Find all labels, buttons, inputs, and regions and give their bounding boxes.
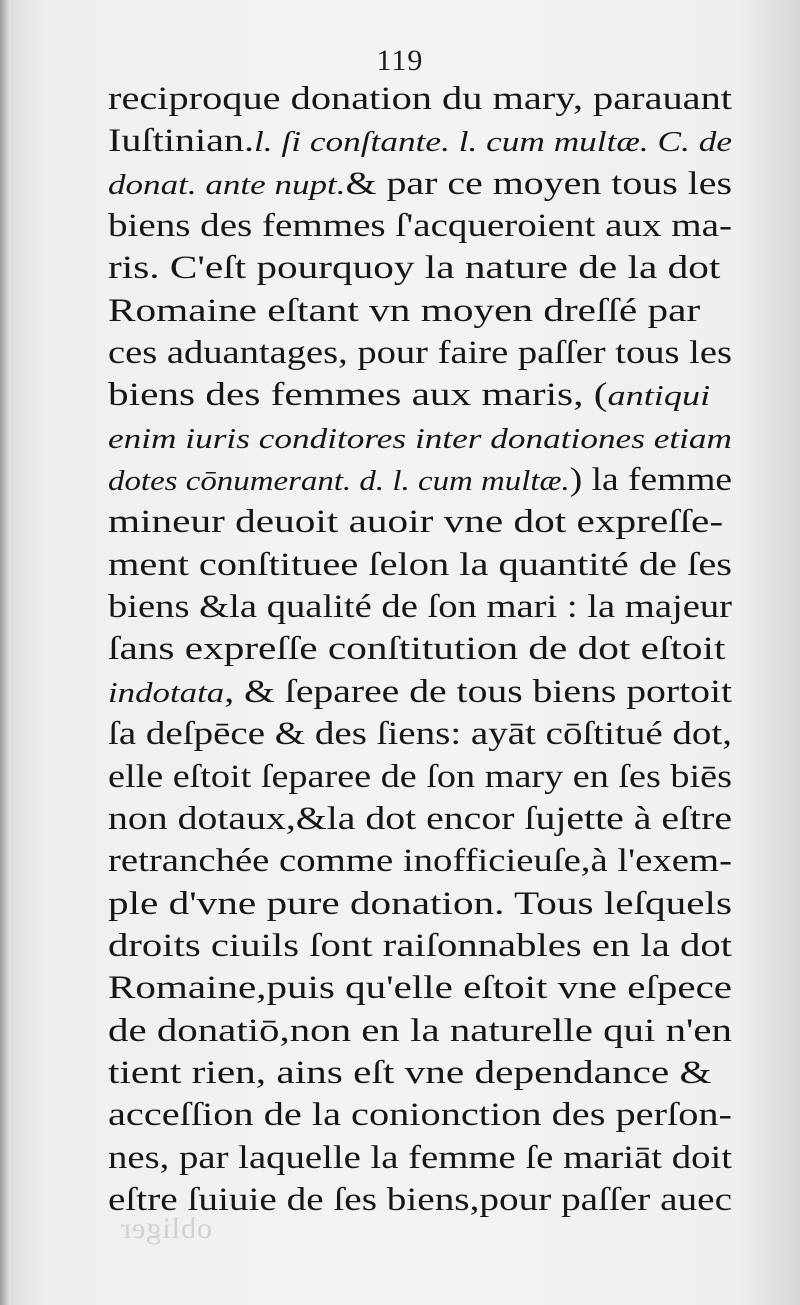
text-line-content	[108, 78, 732, 120]
text-line-content	[108, 840, 732, 882]
text-line	[108, 247, 732, 289]
text-line	[108, 967, 732, 1009]
text-run: ) la femme	[569, 462, 732, 499]
italic-citation: l. ſi conſtante. l. cum multæ. C. de	[254, 126, 732, 159]
text-line	[108, 120, 732, 162]
text-line	[108, 925, 732, 967]
text-line	[108, 628, 732, 670]
text-line	[108, 332, 732, 374]
text-run: non dotaux,&la dot encor ſujette à eſtre	[108, 800, 732, 837]
italic-citation: antiqui	[607, 380, 711, 413]
text-line-content	[108, 332, 732, 374]
text-run: biens des femmes ſ'acqueroient aux ma-	[108, 208, 732, 245]
text-line	[108, 671, 732, 713]
text-line	[108, 290, 732, 332]
text-line-content	[108, 120, 732, 163]
text-run: de donatiō,non en la naturelle qui n'en	[108, 1012, 732, 1049]
text-line-content	[108, 756, 732, 798]
text-line-content	[108, 459, 732, 502]
text-line-content	[108, 1094, 732, 1136]
page-gutter-shadow	[0, 0, 10, 1305]
text-run: ment conſtituee ſelon la quantité de ſes	[108, 546, 732, 583]
text-line-content	[108, 247, 720, 289]
text-run: ſans expreſſe conſtitution de dot eſtoit	[108, 631, 726, 668]
page-number: 119	[376, 44, 424, 77]
italic-citation: enim iuris conditores inter donationes etiam	[108, 422, 732, 455]
text-line	[108, 1052, 732, 1094]
text-line	[108, 713, 732, 755]
text-line	[108, 1010, 732, 1052]
text-line	[108, 1137, 732, 1179]
text-line-content	[108, 1052, 712, 1094]
text-line-content	[108, 417, 732, 460]
italic-citation: donat. ante nupt.	[108, 168, 346, 201]
text-run: biens &la qualité de ſon mari : la majeur	[108, 589, 732, 626]
text-line	[108, 586, 732, 628]
text-line	[108, 417, 732, 459]
text-run: acceſſion de la conionction des perſon-	[108, 1097, 732, 1134]
text-run: biens des femmes aux maris, (	[108, 377, 608, 414]
text-run: Romaine eſtant vn moyen dreſſé par	[108, 292, 701, 329]
text-run: elle eſtoit ſeparee de ſon mary en ſes biēs	[108, 758, 732, 795]
text-line-content	[108, 544, 732, 586]
text-line	[108, 78, 732, 120]
text-line-content	[108, 501, 723, 543]
text-line-content	[108, 290, 700, 332]
text-line-content	[108, 883, 732, 925]
text-line-content	[108, 798, 732, 840]
text-run: retranchée comme inofficieuſe,à l'exem-	[108, 843, 732, 880]
text-line-content	[108, 671, 732, 714]
text-run: Iuſtinian.	[108, 123, 255, 160]
text-line	[108, 501, 732, 543]
text-line-content	[108, 967, 732, 1009]
text-line	[108, 840, 732, 882]
text-line-content	[108, 374, 710, 417]
text-run: Romaine,puis qu'elle eſtoit vne eſpece	[108, 970, 732, 1007]
text-line-content	[108, 163, 732, 206]
text-line-content	[108, 1010, 732, 1052]
text-line	[108, 798, 732, 840]
text-line	[108, 374, 732, 416]
italic-citation: indotata	[108, 676, 225, 709]
text-run: droits ciuils ſont raiſonnables en la dot	[108, 927, 732, 964]
text-line	[108, 756, 732, 798]
text-line	[108, 883, 732, 925]
bleed-through-catchword: obliger	[120, 1212, 212, 1245]
text-run: , & ſeparee de tous biens portoit	[224, 673, 732, 710]
text-line	[108, 544, 732, 586]
text-run: ces aduantages, pour faire paſſer tous les	[108, 335, 732, 372]
text-line	[108, 459, 732, 501]
text-run: ple d'vne pure donation. Tous leſquels	[108, 885, 732, 922]
text-run: reciproque donation du mary, parauant	[108, 81, 732, 117]
text-line-content	[108, 628, 725, 670]
italic-citation: dotes cōnumerant. d. l. cum multæ.	[108, 465, 570, 498]
text-run: tient rien, ains eſt vne dependance &	[108, 1054, 712, 1091]
text-line	[108, 205, 732, 247]
text-line-content	[108, 586, 732, 628]
text-line	[108, 163, 732, 205]
text-line-content	[108, 1137, 732, 1179]
text-run: mineur deuoit auoir vne dot expreſſe-	[108, 504, 724, 541]
text-line-content	[108, 205, 732, 247]
text-run: eſtre ſuiuie de ſes biens,pour paſſer auec	[108, 1181, 732, 1218]
text-line-content	[108, 925, 732, 967]
text-run: nes, par laquelle la femme ſe mariāt doit	[108, 1139, 732, 1176]
text-run: ſa deſpēce & des ſiens: ayāt cōſtitué dot,	[108, 716, 732, 753]
text-line	[108, 1094, 732, 1136]
text-run: & par ce moyen tous les	[345, 165, 732, 202]
body-text	[108, 78, 732, 1221]
text-run: ris. C'eſt pourquoy la nature de la dot	[108, 250, 721, 287]
text-line-content	[108, 713, 732, 755]
